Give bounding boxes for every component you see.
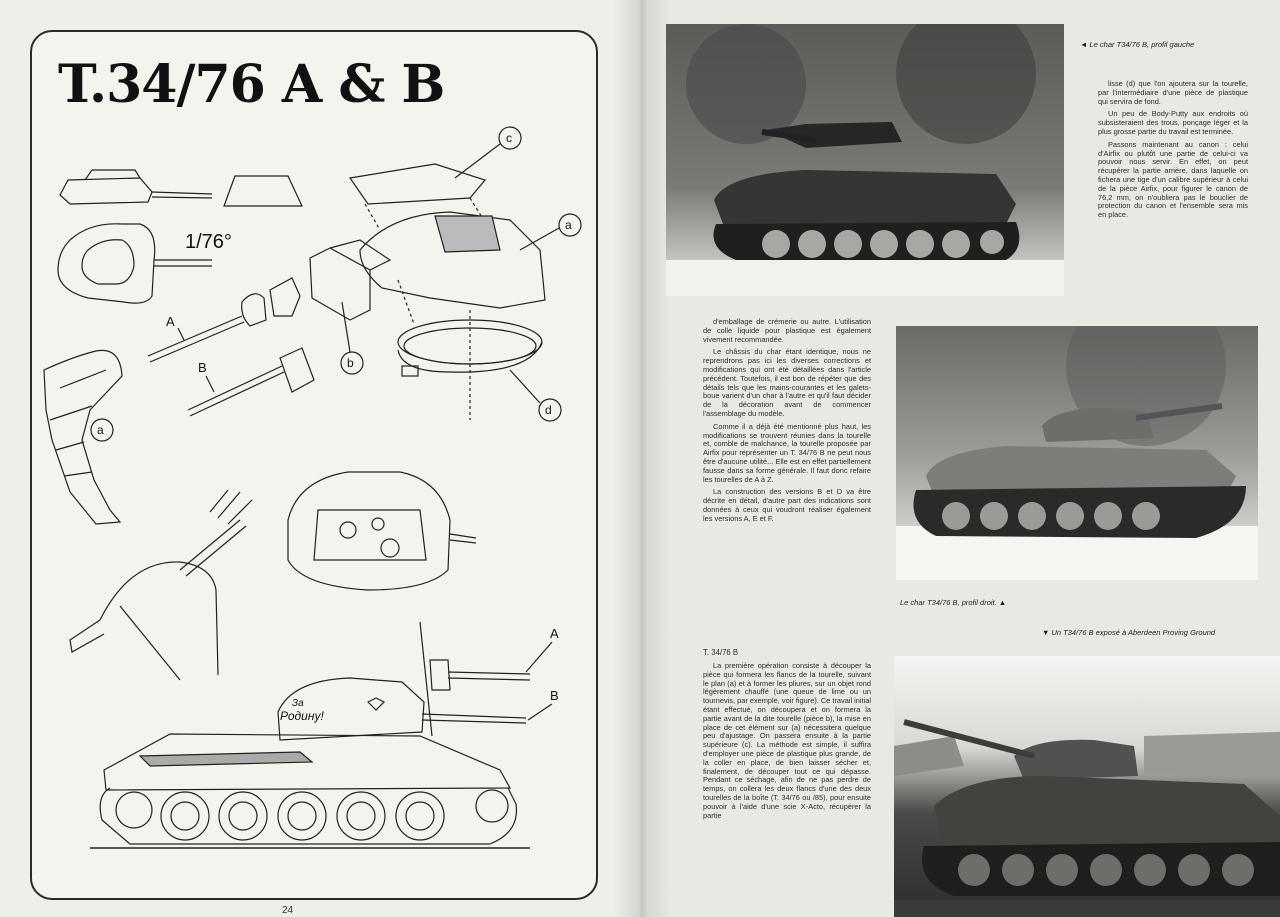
callout-c-label: c (506, 131, 512, 145)
tank-photo-right-profile (896, 326, 1258, 580)
caption-right-profile: Le char T34/76 B, profil droit. ▲ (900, 598, 1007, 607)
barrel-a-label: A (166, 314, 175, 329)
callout-d-label: d (545, 403, 552, 417)
tank-side-view (90, 622, 530, 848)
part-d-ring (398, 310, 561, 421)
gun-mantle-part (242, 294, 266, 326)
caption-aberdeen: ▼ Un T34/76 B exposé à Aberdeen Proving Ground (1042, 628, 1216, 637)
unfolded-side-strip (44, 350, 122, 524)
barrel-b (188, 348, 314, 416)
paragraph: Passons maintenant au canon : celui d'Airfix ou plutôt une partie de celui-ci va pouvoir nous servir. En effet, on peut récupérer la partie arrière, dans laquelle on fichera une tige d'un calibre supérieur à celui de la pièce Airfix, pour figurer le canon de 76,2 mm, on n'oubliera pas le bouclier de protection du canon et l'ensemble sera mis en place. (1098, 139, 1248, 220)
turret-slogan-1: За (292, 698, 304, 709)
technical-drawing (30, 120, 598, 900)
paragraph: La construction des versions B et D va être décrite en détail, d'autre part des indications sont données à ceux qui voudront réaliser également les versions A, E et F. (703, 487, 871, 523)
barrel-a (148, 314, 244, 362)
paragraph: lisse (d) que l'on ajoutera sur la tourelle, par l'intermédiaire d'une pièce de plastique qui servira de fond. (1098, 79, 1248, 106)
text-column-bottom (703, 662, 871, 824)
callout-a-label-strip: a (97, 423, 104, 437)
gun-variant-a-label: A (550, 626, 559, 641)
gun-variant-b-label: B (550, 688, 559, 703)
callout-a-label-top: a (565, 218, 572, 232)
page-number: 24 (282, 905, 294, 916)
callout-b-label: b (347, 356, 354, 370)
turret-slogan-2: Родину! (280, 709, 324, 723)
paragraph: d'emballage de crémerie ou autre. L'utilisation de colle liquide pour plastique est également vivement recommandée. (703, 317, 871, 344)
gun-assembly-view (430, 626, 559, 720)
text-column-middle (703, 318, 871, 528)
scale-label: 1/76° (185, 231, 232, 253)
page-gutter (612, 0, 672, 917)
turret-shell-part (360, 212, 581, 308)
paragraph: Un peu de Body-Putty aux endroits où subsisteraient des trous, ponçage léger et la plus grosse partie du travail est terminée. (1098, 109, 1248, 136)
paragraph: La première opération consiste à découper la pièce qui formera les flancs de la tourelle, suivant le plan (a) et à former les pliures, sur un objet rond légèrement chauffé (une queue de lime ou un tournevis, par exemple, voir figure). Ce travail initial étant effectué, on découpera et on formera la partie avant de la dite tourelle (pièce b), la mise en place de cet élément sur (a) nécessitera quelque peu d'ajustage. On passera ensuite à la partie supérieure (c). La méthode est simple, il suffira d'employer une pièce de plastique plus grande, de la coller en place, de bien laisser sécher et, finalement, de découper tout ce qui dépasse. Pendant ce séchage, afin de ne pas perdre de temps, on collera les deux flancs d'une des deux tourelles de la boîte (T. 34/76 ou /85), pour ensuite pouvoir à l'aide d'une scie X-Acto, récupérer la partie (703, 661, 871, 820)
caption-left-profile: ◄ Le char T34/76 B, profil gauche (1080, 40, 1195, 49)
barrel-b-label: B (198, 360, 207, 375)
paragraph: Comme il a déjà été mentionné plus haut, les modifications se trouvent réunies dans la tourelle et, comble de malchance, la tourelle proposée par Airfix pour représenter un T. 34/76 B ne peut nous être d'aucune utilité... Elle est en effet partiellement fausse dans sa forme générale. Il faut donc refaire les tourelles de A à Z. (703, 421, 871, 484)
front-plate-part (224, 176, 302, 206)
part-b-front (310, 240, 390, 374)
text-column-top-right (1098, 80, 1248, 224)
gun-shield-part (270, 278, 300, 316)
part-c-top-plate (350, 127, 521, 230)
turret-underside-view (288, 472, 476, 590)
tank-photo-left-profile (666, 24, 1064, 296)
tank-photo-aberdeen (894, 656, 1280, 917)
section-heading: T. 34/76 B (703, 648, 739, 657)
forming-tool (70, 490, 252, 680)
page-title: T.34/76 A & B (58, 54, 445, 115)
turret-side-view (60, 170, 212, 204)
paragraph: Le châssis du char étant identique, nous ne reprendrons pas ici les diverses corrections et modifications qui ont été détaillées dans l'article précédent. Toutefois, il est bon de répéter que des détails tels que les mains-courantes et les galets-boue varient d'un char à l'autre et qu'il faut décider de la décoration avant de commencer l'assemblage du modèle. (703, 347, 871, 418)
